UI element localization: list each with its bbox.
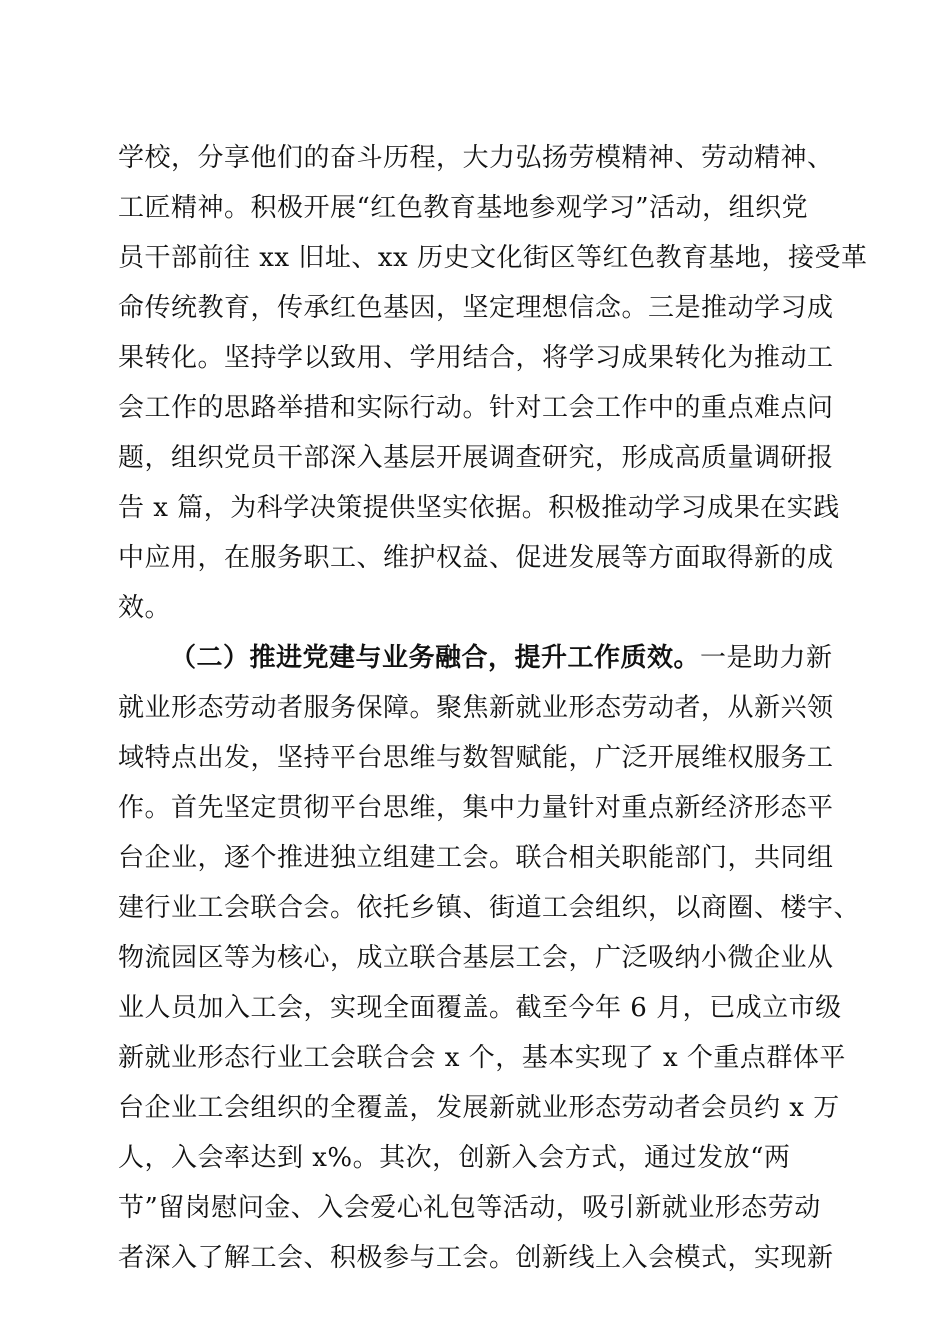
body-line: 工匠精神。积极开展“红色教育基地参观学习”活动，组织党 — [118, 193, 809, 223]
body-line: 果转化。坚持学以致用、学用结合，将学习成果转化为推动工 — [118, 343, 834, 373]
body-line: 就业形态劳动者服务保障。聚焦新就业形态劳动者，从新兴领 — [118, 693, 834, 723]
body-line: 作。首先坚定贯彻平台思维，集中力量针对重点新经济形态平 — [118, 793, 834, 823]
body-line: 台企业工会组织的全覆盖，发展新就业形态劳动者会员约 x 万 — [118, 1093, 840, 1123]
body-line: 域特点出发，坚持平台思维与数智赋能，广泛开展维权服务工 — [118, 743, 834, 773]
body-line: 告 x 篇，为科学决策提供坚实依据。积极推动学习成果在实践 — [118, 493, 840, 523]
body-line: 题，组织党员干部深入基层开展调查研究，形成高质量调研报 — [118, 443, 834, 473]
section-heading-line — [170, 641, 833, 675]
body-line: 会工作的思路举措和实际行动。针对工会工作中的重点难点问 — [118, 393, 834, 423]
body-line: 效。 — [118, 593, 172, 623]
body-line: 员干部前往 xx 旧址、xx 历史文化街区等红色教育基地，接受革 — [118, 243, 868, 273]
body-line: 命传统教育，传承红色基因，坚定理想信念。三是推动学习成 — [118, 293, 834, 323]
body-line: 建行业工会联合会。依托乡镇、街道工会组织，以商圈、楼宇、 — [118, 893, 861, 923]
body-line: 中应用，在服务职工、维护权益、促进发展等方面取得新的成 — [118, 543, 834, 573]
section-heading: （二）推进党建与业务融合，提升工作质效。 — [170, 643, 701, 673]
body-line: 节”留岗慰问金、入会爱心礼包等活动，吸引新就业形态劳动 — [118, 1193, 821, 1223]
body-line: 新就业形态行业工会联合会 x 个，基本实现了 x 个重点群体平 — [118, 1043, 846, 1073]
body-line: 物流园区等为核心，成立联合基层工会，广泛吸纳小微企业从 — [118, 943, 834, 973]
body-line: 业人员加入工会，实现全面覆盖。截至今年 6 月，已成立市级 — [118, 993, 842, 1023]
section-heading-rest: 一是助力新 — [700, 643, 833, 673]
body-line: 学校，分享他们的奋斗历程，大力弘扬劳模精神、劳动精神、 — [118, 143, 834, 173]
body-line: 者深入了解工会、积极参与工会。创新线上入会模式，实现新 — [118, 1243, 834, 1273]
body-line: 台企业，逐个推进独立组建工会。联合相关职能部门，共同组 — [118, 843, 834, 873]
body-line: 人，入会率达到 x%。其次，创新入会方式，通过发放“两 — [118, 1143, 791, 1173]
